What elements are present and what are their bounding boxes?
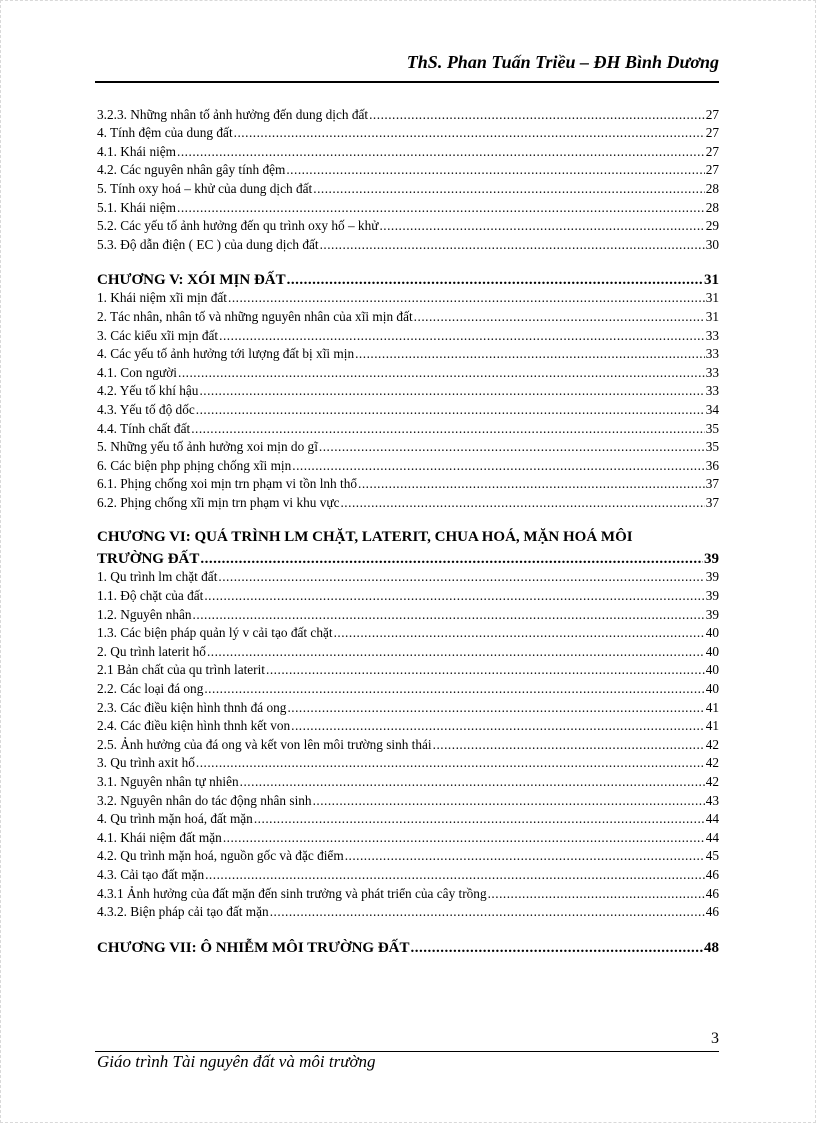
toc-leader-dots	[191, 421, 705, 437]
toc-entry[interactable]	[97, 141, 719, 160]
toc-entry[interactable]	[97, 344, 719, 363]
toc-entry[interactable]	[97, 234, 719, 253]
toc-leader-dots	[369, 107, 705, 123]
toc-entry-title: 4.2. Các nguyên nhân gây tính đệm	[97, 162, 286, 178]
toc-entry[interactable]	[97, 864, 719, 883]
toc-entry-page: 27	[705, 162, 719, 178]
toc-leader-dots	[240, 774, 705, 790]
toc-entry-page: 27	[705, 143, 719, 159]
toc-entry[interactable]	[97, 716, 719, 735]
toc-chapter-page: 31	[704, 271, 719, 288]
toc-entry-title: 1. Qu trình lm chặt đất	[97, 569, 218, 585]
toc-entry[interactable]	[97, 623, 719, 642]
toc-entry-title: 2.2. Các loại đá ong	[97, 681, 204, 697]
toc-entry[interactable]	[97, 399, 719, 418]
toc-leader-dots	[291, 718, 705, 734]
toc-entry-title: 4.1. Khái niệm	[97, 143, 177, 159]
toc-entry-page: 29	[705, 218, 719, 234]
toc-leader-dots	[196, 402, 705, 418]
toc-leader-dots	[266, 662, 705, 678]
toc-entry[interactable]	[97, 753, 719, 772]
toc-entry-page: 33	[705, 383, 719, 399]
toc-leader-dots	[228, 290, 705, 306]
toc-entry-page: 41	[705, 699, 719, 715]
toc-entry[interactable]	[97, 160, 719, 179]
toc-entry-title: 5.3. Độ dẫn điện ( EC ) của dung dịch đất	[97, 236, 319, 252]
toc-entry[interactable]	[97, 697, 719, 716]
toc-entry[interactable]	[97, 104, 719, 123]
toc-entry[interactable]	[97, 660, 719, 679]
toc-entry-title: 5. Những yếu tố ảnh hưởng xoi mịn do gĩ	[97, 439, 318, 455]
toc-entry[interactable]	[97, 178, 719, 197]
toc-entry-page: 43	[705, 792, 719, 808]
toc-leader-dots	[193, 607, 705, 623]
toc-leader-dots	[286, 162, 704, 178]
toc-entry[interactable]	[97, 306, 719, 325]
toc-entry-page: 46	[705, 904, 719, 920]
toc-leader-dots	[177, 144, 705, 160]
toc-entry[interactable]	[97, 827, 719, 846]
toc-entry-page: 39	[705, 606, 719, 622]
toc-chapter-page: 48	[704, 940, 719, 957]
toc-leader-dots	[178, 365, 705, 381]
toc-leader-dots	[319, 439, 705, 455]
toc-chapter-6[interactable]	[97, 547, 719, 567]
toc-entry-page: 44	[705, 829, 719, 845]
toc-entry-title: 5.1. Khái niệm	[97, 199, 177, 215]
toc-leader-dots	[199, 383, 704, 399]
toc-leader-dots	[204, 681, 704, 697]
toc-leader-dots	[218, 569, 704, 585]
toc-entry[interactable]	[97, 585, 719, 604]
toc-leader-dots	[292, 458, 704, 474]
toc-entry-page: 31	[705, 308, 719, 324]
toc-entry-page: 36	[705, 457, 719, 473]
toc-chapter-title: CHƯƠNG V: XÓI MỊN ĐẤT	[97, 271, 286, 288]
toc-entry-page: 33	[705, 327, 719, 343]
toc-entry-page: 44	[705, 811, 719, 827]
toc-entry[interactable]	[97, 641, 719, 660]
toc-entry-title: 2. Tác nhân, nhân tố và những nguyên nhân của xĩi mịn đất	[97, 308, 413, 324]
toc-entry-page: 39	[705, 588, 719, 604]
toc-entry-title: 3.2.3. Những nhân tố ảnh hưởng đến dung dịch đất	[97, 106, 369, 122]
toc-entry-title: 1.2. Nguyên nhân	[97, 606, 192, 622]
toc-group-1	[97, 104, 719, 253]
toc-group-3	[97, 567, 719, 920]
toc-leader-dots	[177, 200, 705, 216]
toc-leader-dots	[334, 625, 705, 641]
toc-leader-dots	[414, 309, 705, 325]
toc-entry-title: 6.2. Phịng chống xĩi mịn trn phạm vi khu vực	[97, 494, 340, 510]
toc-leader-dots	[207, 644, 705, 660]
toc-entry[interactable]	[97, 771, 719, 790]
toc-entry-page: 35	[705, 439, 719, 455]
toc-entry-page: 27	[705, 125, 719, 141]
toc-entry-title: 1.3. Các biện pháp quản lý v cải tạo đất chặt	[97, 625, 333, 641]
toc-entry[interactable]	[97, 809, 719, 828]
toc-entry-title: 3. Các kiểu xĩi mịn đất	[97, 327, 219, 343]
toc-entry[interactable]	[97, 567, 719, 586]
toc-entry-title: 2. Qu trình laterit hố	[97, 643, 206, 659]
toc-entry-page: 42	[705, 736, 719, 752]
toc-entry-title: 4. Qu trình mặn hoá, đất mặn	[97, 811, 253, 827]
toc-leader-dots	[320, 237, 705, 253]
toc-entry-title: 6. Các biện php phịng chống xĩi mịn	[97, 457, 292, 473]
toc-entry-page: 40	[705, 625, 719, 641]
toc-entry[interactable]	[97, 790, 719, 809]
toc-entry[interactable]	[97, 846, 719, 865]
toc-chapter-5[interactable]	[97, 268, 719, 288]
toc-leader-dots	[313, 793, 705, 809]
toc-entry[interactable]	[97, 734, 719, 753]
toc-chapter-title: CHƯƠNG VII: Ô NHIỄM MÔI TRƯỜNG ĐẤT	[97, 940, 410, 957]
toc-chapter-6-title-line1[interactable]: CHƯƠNG VI: QUÁ TRÌNH LM CHẶT, LATERIT, CHUA HOÁ, MẶN HOÁ MÔI	[97, 528, 633, 545]
toc-entry-title: 4.2. Yếu tố khí hậu	[97, 383, 199, 399]
header-rule	[95, 81, 719, 83]
toc-entry-page: 40	[705, 643, 719, 659]
toc-leader-dots	[200, 551, 703, 567]
toc-entry-page: 37	[705, 476, 719, 492]
toc-leader-dots	[223, 830, 705, 846]
toc-chapter-page: 39	[704, 550, 719, 567]
toc-entry-page: 34	[705, 401, 719, 417]
toc-entry-page: 37	[705, 494, 719, 510]
toc-leader-dots	[204, 588, 704, 604]
toc-entry-title: 2.4. Các điều kiện hình thnh kết von	[97, 718, 291, 734]
toc-entry-page: 31	[705, 290, 719, 306]
toc-entry[interactable]	[97, 455, 719, 474]
toc-entry[interactable]	[97, 381, 719, 400]
toc-entry-title: 5.2. Các yếu tố ảnh hưởng đến qu trình oxy hố – khử	[97, 218, 379, 234]
toc-chapter-title-line2: TRƯỜNG ĐẤT	[97, 550, 200, 567]
toc-entry[interactable]	[97, 418, 719, 437]
toc-entry-title: 4.1. Con người	[97, 364, 177, 380]
toc-entry[interactable]	[97, 492, 719, 511]
toc-leader-dots	[355, 346, 705, 362]
toc-entry[interactable]	[97, 197, 719, 216]
toc-entry-page: 42	[705, 774, 719, 789]
toc-entry-title: 3.2. Nguyên nhân do tác động nhân sinh	[97, 792, 312, 808]
toc-leader-dots	[411, 940, 703, 956]
toc-entry-title: 4.3. Yếu tố độ dốc	[97, 401, 195, 417]
toc-leader-dots	[488, 886, 705, 902]
toc-entry[interactable]	[97, 678, 719, 697]
toc-entry-title: 1.1. Độ chặt của đất	[97, 588, 204, 604]
toc-entry-page: 42	[705, 755, 719, 771]
toc-leader-dots	[287, 272, 703, 288]
toc-entry-page: 39	[705, 569, 719, 585]
toc-entry-title: 2.1 Bản chất của qu trình laterit	[97, 662, 266, 678]
toc-entry-page: 41	[705, 718, 719, 734]
toc-leader-dots	[254, 811, 705, 827]
toc-entry-title: 4.3. Cải tạo đất mặn	[97, 866, 205, 882]
toc-entry-page: 27	[705, 106, 719, 122]
toc-leader-dots	[205, 867, 705, 883]
toc-entry-title: 4.3.2. Biện pháp cải tạo đất mặn	[97, 904, 269, 920]
toc-leader-dots	[196, 755, 705, 771]
toc-entry-page: 28	[705, 180, 719, 196]
toc-leader-dots	[340, 495, 704, 511]
toc-entry-page: 46	[705, 866, 719, 882]
toc-entry-page: 28	[705, 199, 719, 215]
toc-leader-dots	[379, 218, 704, 234]
toc-entry-title: 4.3.1 Ảnh hưởng của đất mặn đến sinh trưởng và phát triển của cây trồng	[97, 885, 487, 901]
toc-leader-dots	[433, 737, 705, 753]
toc-entry-page: 35	[705, 420, 719, 436]
toc-entry-title: 2.5. Ảnh hưởng của đá ong và kết von lên môi trường sinh thái	[97, 736, 432, 752]
toc-leader-dots	[345, 848, 705, 864]
toc-entry-page: 33	[705, 346, 719, 362]
toc-entry[interactable]	[97, 474, 719, 493]
toc-entry-title: 3.1. Nguyên nhân tự nhiên	[97, 774, 239, 789]
toc-entry[interactable]	[97, 604, 719, 623]
toc-leader-dots	[287, 700, 704, 716]
toc-group-2	[97, 288, 719, 511]
page-footer-title: Giáo trình Tài nguyên đất và môi trường	[97, 1052, 376, 1071]
toc-leader-dots	[358, 476, 705, 492]
toc-entry-title: 5. Tính oxy hoá – khử của dung dịch đất	[97, 180, 313, 196]
toc-entry-page: 45	[705, 848, 719, 864]
toc-entry[interactable]	[97, 123, 719, 142]
toc-entry-page: 40	[705, 681, 719, 697]
toc-leader-dots	[313, 181, 704, 197]
toc-entry[interactable]	[97, 362, 719, 381]
toc-leader-dots	[219, 328, 705, 344]
toc-leader-dots	[234, 125, 705, 141]
toc-entry[interactable]	[97, 902, 719, 921]
toc-entry-title: 4. Tính đệm của dung đất	[97, 125, 233, 141]
toc-entry-title: 4.1. Khái niệm đất mặn	[97, 829, 222, 845]
toc-chapter-7[interactable]	[97, 936, 719, 956]
toc-entry[interactable]	[97, 216, 719, 235]
toc-entry[interactable]	[97, 883, 719, 902]
toc-entry-title: 4. Các yếu tố ảnh hưởng tới lượng đất bị xĩi mịn	[97, 346, 355, 362]
toc-entry[interactable]	[97, 437, 719, 456]
toc-entry-page: 33	[705, 364, 719, 380]
page-header-author: ThS. Phan Tuấn Triều – ĐH Bình Dương	[406, 52, 719, 72]
page-number: 3	[711, 1030, 719, 1047]
toc-entry-page: 30	[705, 236, 719, 252]
toc-entry[interactable]	[97, 325, 719, 344]
toc-entry-title: 2.3. Các điều kiện hình thnh đá ong	[97, 699, 287, 715]
table-of-contents	[97, 104, 719, 956]
toc-entry[interactable]	[97, 288, 719, 307]
toc-entry-title: 6.1. Phịng chống xoi mịn trn phạm vi tồn lnh thổ	[97, 476, 358, 492]
toc-entry-title: 1. Khái niệm xĩi mịn đất	[97, 290, 227, 306]
toc-entry-title: 3. Qu trình axit hố	[97, 755, 195, 771]
toc-entry-title: 4.2. Qu trình mặn hoá, nguồn gốc và đặc điểm	[97, 848, 344, 864]
toc-entry-page: 40	[705, 662, 719, 678]
toc-entry-title: 4.4. Tính chất đất	[97, 420, 191, 436]
toc-leader-dots	[270, 904, 705, 920]
toc-entry-page: 46	[705, 885, 719, 901]
